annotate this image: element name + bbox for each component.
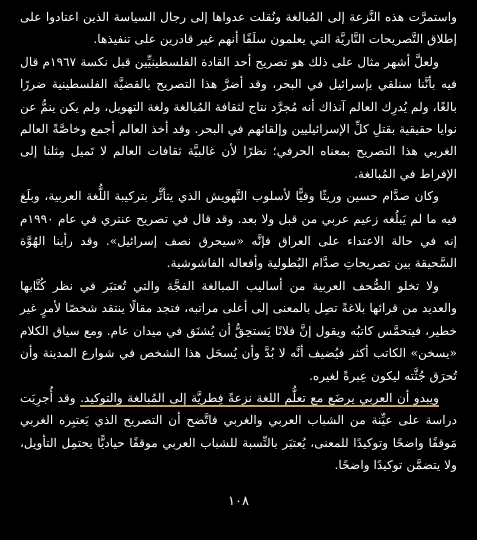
paragraph-4: ولا تخلو الصُّحف العربية من أساليب المبالغة الفجَّة والتي تُعتبَر في نظر كُتَّابها والعديد من قرائها بلاغةً تصِل بالمعنى إلى أعلى مراتبه، فتجد مقالًا ينتقد شخصًا لأمرٍ غير خطير، فيتحمَّس كاتبُه ويقول إنَّ فلانًا يَستحِقُّ أن يُشنَق في ميدان عام. ومع سياق الكلام «يسخن» الكاتب أكثر فيُضيف أنَّه لا بُدَّ وأن يُسحَل هذا الشخص في شوارع المدينة وأن تُحرَق جُثَّته ليكون عِبرةً لغيره. xyxy=(20,278,457,383)
paragraph-1: واستمرَّت هذه النَّزعة إلى المُبالغة ونُقلت عدواها إلى رجال السياسة الذين اعتادوا على إطلاق التَّصريحات النَّاريَّة التي يعلمون سلَفًا أنهم غير قادرين على تنفيذها. xyxy=(20,10,457,47)
paragraph-2: ولعلَّ أشهر مثال على ذلك هو تصريح أحد القادة الفلسطينيِّين قبل نكسة ١٩٦٧م قال فيه بأنَّنا سنلقي بإسرائيل في البحر، وقد أضرَّ هذا التصريح بالقضيَّة الفلسطينية ضررًا بالغًا، ولم يُدرِك العالم آنذاك أنه مُجرَّد نتاج لثقافة المُبالغة ولغة التهويل، ولم يكن ينمُّ عن نوايا حقيقية بقتلِ كلِّ الإسرائيليين وإلقائهم في البحر. وقد أخذ العالم أجمع وخاصَّةً العالم الغربي هذا التصريح بمعناه الحرفي؛ نظرًا لأن غالبيَّة ثقافات العالم لا تَميل مِثلنا إلى الإفراط في المُبالغة. xyxy=(20,54,457,181)
paragraph-5-rest: وقد أُجرِيَت دراسة على عيِّنة من الشباب العربي والغربي فاتَّضح أن التصريح الذي يَعتبِره الغربي مَوقفًا واضحًا وتوكيدًا للمعنى، يُعتبَر بالنِّسبة للشباب العربي موقفًا حياديًّا يحتمِل التأويل، ولا يتضمَّن توكيدًا واضحًا. xyxy=(20,390,457,473)
highlighted-sentence: ويبدو أن العربي يرضَع مع تعلُّم اللغة نزعةً فِطريَّة إلى المُبالغة والتوكيد. xyxy=(80,390,439,405)
paragraph-5 xyxy=(20,387,457,477)
body-text xyxy=(20,6,457,477)
paragraph-3: وكان صدَّام حسين وريثًا وفيًّا لأسلوب التَّهويش الذي يتأثَّر بتركيبة اللُّغة العربية، وبلَغ فيه ما لم يَبلُغه زعيم عربي من قبل ولا بعد. وقد قال في تصريح عنتري في عام ١٩٩٠م إنه في حالة الاعتداء على العراق فإنَّه «سيحرق نصف إسرائيل». وقد رأينا الهُوَّة السَّحيقة بين تصريحاتِ صدَّام البُطولية وأفعاله الفاشوشية. xyxy=(20,189,457,271)
page-number: ١٠٨ xyxy=(228,494,249,509)
